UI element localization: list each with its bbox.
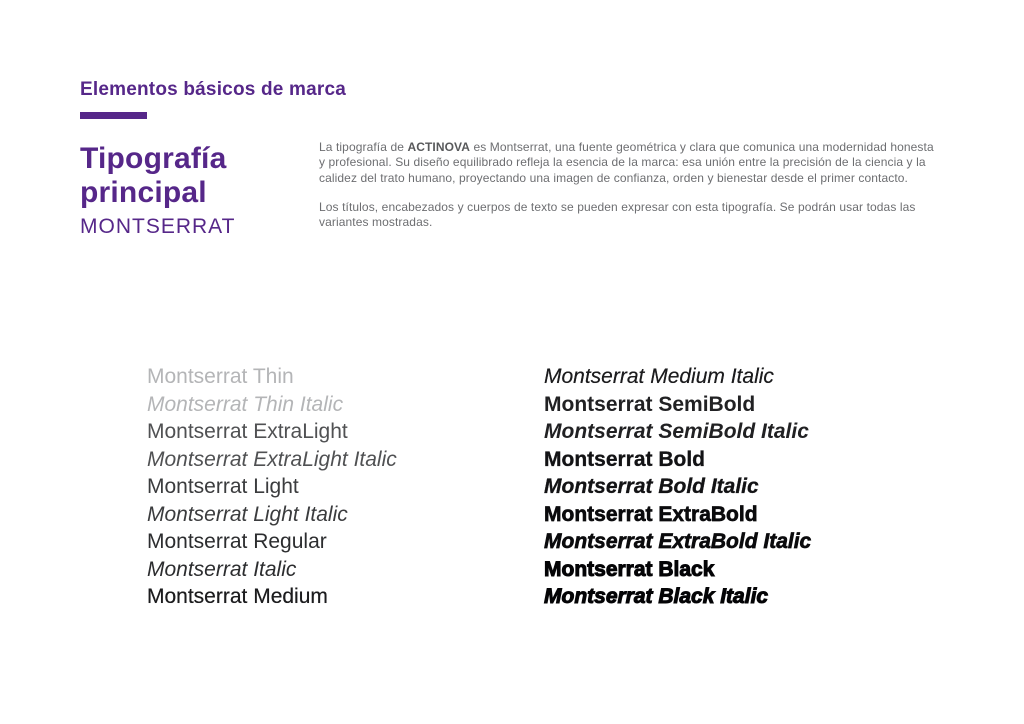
font-specimen-light-italic: Montserrat Light Italic — [147, 502, 348, 526]
font-specimen-bold: Montserrat Bold — [544, 447, 706, 471]
font-specimen-medium-italic: Montserrat Medium Italic — [544, 365, 774, 388]
font-specimen-thin: Montserrat Thin — [147, 365, 294, 388]
font-family-name: MONTSERRAT — [80, 215, 236, 238]
intro-text — [319, 140, 937, 230]
font-specimen-semibold: Montserrat SemiBold — [544, 392, 756, 416]
section-header — [80, 79, 346, 101]
font-specimen-extralight-italic: Montserrat ExtraLight Italic — [147, 447, 397, 471]
font-specimen-column-right — [544, 363, 811, 611]
intro-paragraph-1-suffix: es Montserrat, una fuente geométrica y clara que comunica una modernidad honesta y profesional. Su diseño equilibrado refleja la esencia de la marca: esa unión entre la precisión de la ciencia y la calidez del trato humano, proyectando una imagen de confianza, orden y bienestar desde el primer contacto. — [319, 140, 934, 185]
font-specimen-bold-italic: Montserrat Bold Italic — [544, 475, 759, 498]
page-title-line1: Tipografía — [80, 142, 227, 175]
font-specimen-extralight: Montserrat ExtraLight — [147, 420, 348, 443]
typography-title-block — [80, 142, 235, 239]
font-specimen-extrabold-italic: Montserrat ExtraBold Italic — [544, 530, 812, 553]
font-specimen-thin-italic: Montserrat Thin Italic — [147, 392, 344, 416]
intro-paragraph-1-prefix: La tipografía de — [319, 140, 408, 154]
font-specimen-black: Montserrat Black — [544, 557, 715, 581]
font-specimen-regular-italic: Montserrat Italic — [147, 557, 297, 581]
intro-paragraph-1 — [319, 140, 937, 186]
page-title-line2: principal — [80, 176, 207, 209]
font-specimen-regular: Montserrat Regular — [147, 530, 327, 553]
section-underline-bar — [80, 112, 147, 119]
font-specimen-extrabold: Montserrat ExtraBold — [544, 502, 758, 526]
brand-name: ACTINOVA — [407, 140, 471, 154]
font-specimen-column-left — [147, 363, 397, 611]
font-specimen-light: Montserrat Light — [147, 475, 299, 498]
font-specimen-medium: Montserrat Medium — [147, 585, 328, 608]
font-specimen-black-italic: Montserrat Black Italic — [544, 585, 769, 608]
page-title — [80, 142, 235, 210]
font-specimen-semibold-italic: Montserrat SemiBold Italic — [544, 420, 809, 443]
intro-paragraph-2: Los títulos, encabezados y cuerpos de texto se pueden expresar con esta tipografía. Se podrán usar todas las variantes mostradas. — [319, 199, 916, 230]
section-title: Elementos básicos de marca — [80, 79, 347, 100]
